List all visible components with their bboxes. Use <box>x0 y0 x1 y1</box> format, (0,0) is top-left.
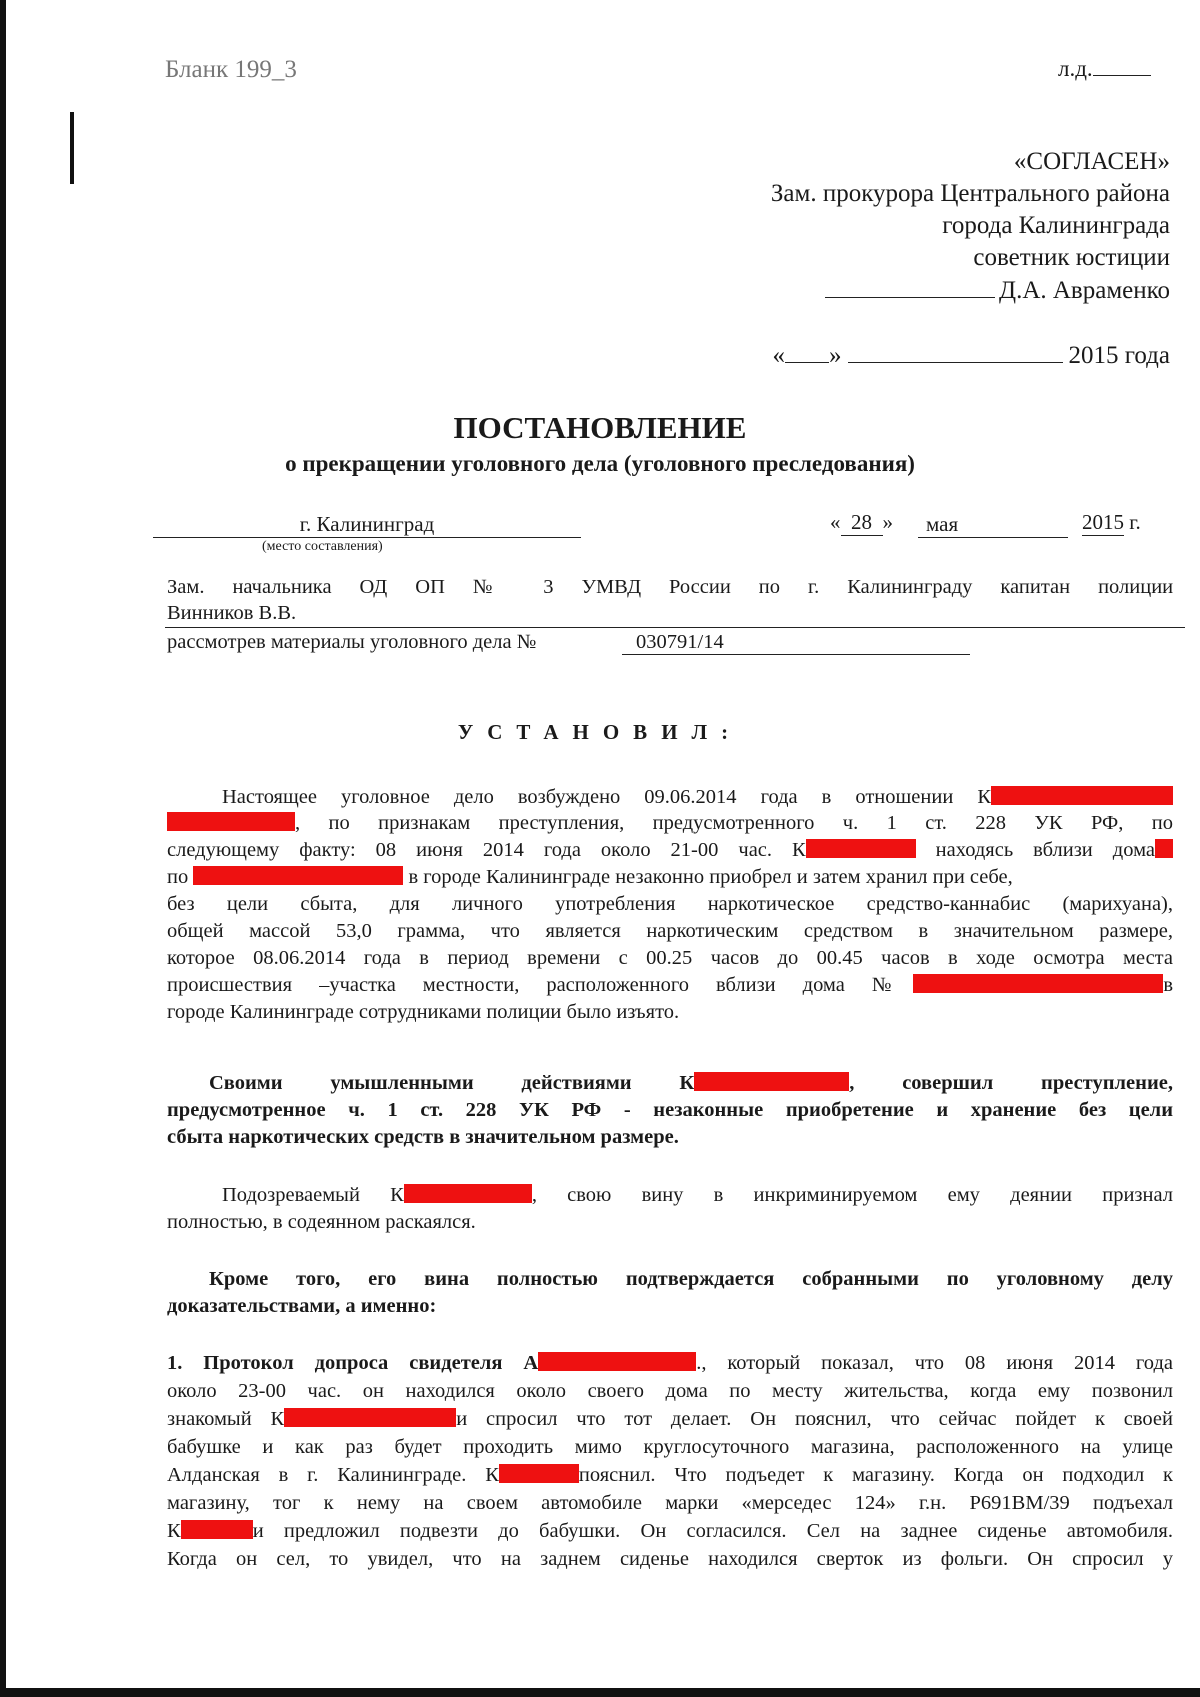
redaction <box>181 1520 253 1539</box>
officer-word: Калининграду <box>847 576 973 598</box>
approval-date <box>773 342 1170 370</box>
text: , свою вину в инкриминируемом ему деянии признал <box>531 1184 1173 1206</box>
text: в <box>1163 974 1173 996</box>
redaction <box>167 812 295 831</box>
date-close: » <box>882 510 893 534</box>
text: Настоящее уголовное дело возбуждено 09.06.2014 года в отношении К <box>222 786 991 808</box>
text: ., который показал, что 08 июня 2014 года <box>696 1352 1173 1374</box>
text: пояснил. Что подъедет к магазину. Когда он подходил к <box>578 1464 1173 1486</box>
redaction <box>913 974 1163 993</box>
p1-line-4 <box>167 866 1013 889</box>
redaction <box>193 866 403 885</box>
text: в городе Калининграде незаконно приобрел и затем хранил при себе, <box>408 866 1013 888</box>
p2-line-1 <box>167 1072 1173 1095</box>
officer-word: № <box>472 576 516 598</box>
redaction <box>404 1184 532 1203</box>
text: Подозреваемый К <box>222 1184 404 1206</box>
scan-mark <box>70 112 74 184</box>
date-day-field <box>830 510 893 536</box>
case-number: 030791/14 <box>622 631 970 655</box>
case-sheet-blank <box>1093 75 1151 76</box>
approval-day-blank <box>785 362 829 363</box>
text: Кроме того, его вина полностью подтверждается собранными по уголовному делу <box>209 1268 1173 1290</box>
officer-word: г. <box>808 576 820 598</box>
p3-line-1 <box>167 1184 1173 1207</box>
officer-word: начальника <box>232 576 332 598</box>
approval-signature <box>825 277 1170 305</box>
officer-word: полиции <box>1098 576 1174 598</box>
text: находясь вблизи дома <box>915 839 1155 861</box>
p5-line-8: Когда он сел, то увидел, что на заднем сиденье находился сверток из фольги. Он спросил у <box>167 1548 1173 1570</box>
p1-line-3 <box>167 839 1173 862</box>
approval-month-blank <box>848 362 1063 363</box>
p1-line-6: общей массой 53,0 грамма, что является наркотическим средством в значительном размере, <box>167 920 1173 942</box>
p1-line-9: городе Калининграде сотрудниками полиции было изъято. <box>167 1001 680 1023</box>
form-label: Бланк 199_3 <box>165 56 297 83</box>
approval-date-open: « <box>772 342 786 369</box>
date-day: 28 <box>841 510 883 536</box>
p4-line-2: доказательствами, а именно: <box>167 1295 437 1317</box>
officer-line-2: Винников В.В. <box>167 602 297 624</box>
officer-word: России <box>669 576 731 598</box>
redaction <box>991 786 1173 805</box>
p5-line-4: бабушке и как раз будет проходить мимо круглосуточного магазина, расположенного на улице <box>167 1436 1173 1458</box>
text: следующему факту: 08 июня 2014 года около 21-00 час. К <box>167 839 806 861</box>
signature-line <box>825 297 995 298</box>
officer-word: 3 <box>543 576 554 598</box>
case-label: рассмотрев материалы уголовного дела № <box>167 631 537 653</box>
redaction <box>284 1408 456 1427</box>
p2-line-2: предусмотренное ч. 1 ст. 228 УК РФ - незаконные приобретение и хранение без цели <box>167 1099 1173 1121</box>
text: по <box>167 866 189 888</box>
officer-word: УМВД <box>581 576 642 598</box>
place-caption: (место составления) <box>262 539 383 554</box>
scan-edge-left <box>0 0 6 1697</box>
text: и спросил что тот делает. Он пояснил, что сейчас пойдет к своей <box>456 1408 1173 1430</box>
approval-title: «СОГЛАСЕН» <box>1013 148 1170 175</box>
approval-rank: советник юстиции <box>973 244 1170 271</box>
date-suffix: г. <box>1129 510 1141 534</box>
officer-word: ОП <box>415 576 445 598</box>
text: 1. Протокол допроса свидетеля А <box>167 1352 539 1374</box>
section-heading: УСТАНОВИЛ: <box>457 720 743 744</box>
text: Алданская в г. Калининграде. К <box>167 1464 499 1486</box>
officer-word: Зам. <box>167 576 205 598</box>
p1-line-2 <box>167 812 1173 835</box>
text: Своими умышленными действиями К <box>209 1072 695 1094</box>
p5-line-2: около 23-00 час. он находился около своего дома по месту жительства, когда ему позвонил <box>167 1380 1173 1402</box>
redaction <box>499 1464 579 1483</box>
officer-line-1 <box>167 576 1173 599</box>
text: К <box>167 1520 181 1542</box>
place-field: г. Калининград <box>153 512 581 538</box>
scan-edge-bottom <box>0 1688 1200 1697</box>
case-sheet-label: л.д. <box>1058 56 1093 81</box>
date-year-field <box>1082 510 1141 536</box>
p5-line-5 <box>167 1464 1173 1487</box>
text: и предложил подвезти до бабушки. Он согласился. Сел на заднее сиденье автомобиля. <box>252 1520 1173 1542</box>
redaction <box>1155 839 1173 858</box>
p5-line-7 <box>167 1520 1173 1543</box>
p5-line-1 <box>167 1352 1173 1375</box>
text: , по признакам преступления, предусмотренного ч. 1 ст. 228 УК РФ, по <box>295 812 1173 834</box>
p1-line-1 <box>167 786 1173 809</box>
p5-line-6: магазину, тог к нему на своем автомобиле марки «мерседес 124» г.н. Р691ВМ/39 подъехал <box>167 1492 1173 1514</box>
redaction <box>694 1072 849 1091</box>
text: происшествия –участка местности, расположенного вблизи дома № <box>167 974 914 996</box>
p5-line-3 <box>167 1408 1173 1431</box>
approval-position-1: Зам. прокурора Центрального района <box>770 180 1170 207</box>
officer-word: по <box>758 576 781 598</box>
p3-line-2: полностью, в содеянном раскаялся. <box>167 1211 476 1233</box>
p1-line-7: которое 08.06.2014 года в период времени с 00.25 часов до 00.45 часов в ходе осмотра места <box>167 947 1173 969</box>
approval-position-2: города Калининграда <box>942 212 1170 239</box>
officer-word: капитан <box>1000 576 1071 598</box>
p2-line-3: сбыта наркотических средств в значительном размере. <box>167 1126 679 1148</box>
case-sheet-number <box>1058 56 1151 82</box>
approval-date-close: » <box>829 342 842 369</box>
p1-line-5: без цели сбыта, для личного употребления наркотическое средство-каннабис (марихуана), <box>167 893 1173 915</box>
document-title: ПОСТАНОВЛЕНИЕ <box>453 410 747 445</box>
date-year: 2015 <box>1082 510 1124 534</box>
p4-line-1 <box>167 1268 1173 1291</box>
approval-year: 2015 года <box>1068 342 1170 369</box>
redaction <box>538 1352 696 1371</box>
approval-signatory: Д.А. Авраменко <box>999 277 1170 304</box>
p1-line-8 <box>167 974 1173 997</box>
officer-word: ОД <box>359 576 388 598</box>
date-month: мая <box>918 512 1068 538</box>
text: знакомый К <box>167 1408 285 1430</box>
officer-underline <box>165 626 1185 628</box>
date-open: « <box>830 510 841 534</box>
text: , совершил преступление, <box>849 1072 1173 1094</box>
redaction <box>806 839 916 858</box>
document-subtitle: о прекращении уголовного дела (уголовного преследования) <box>285 451 915 476</box>
